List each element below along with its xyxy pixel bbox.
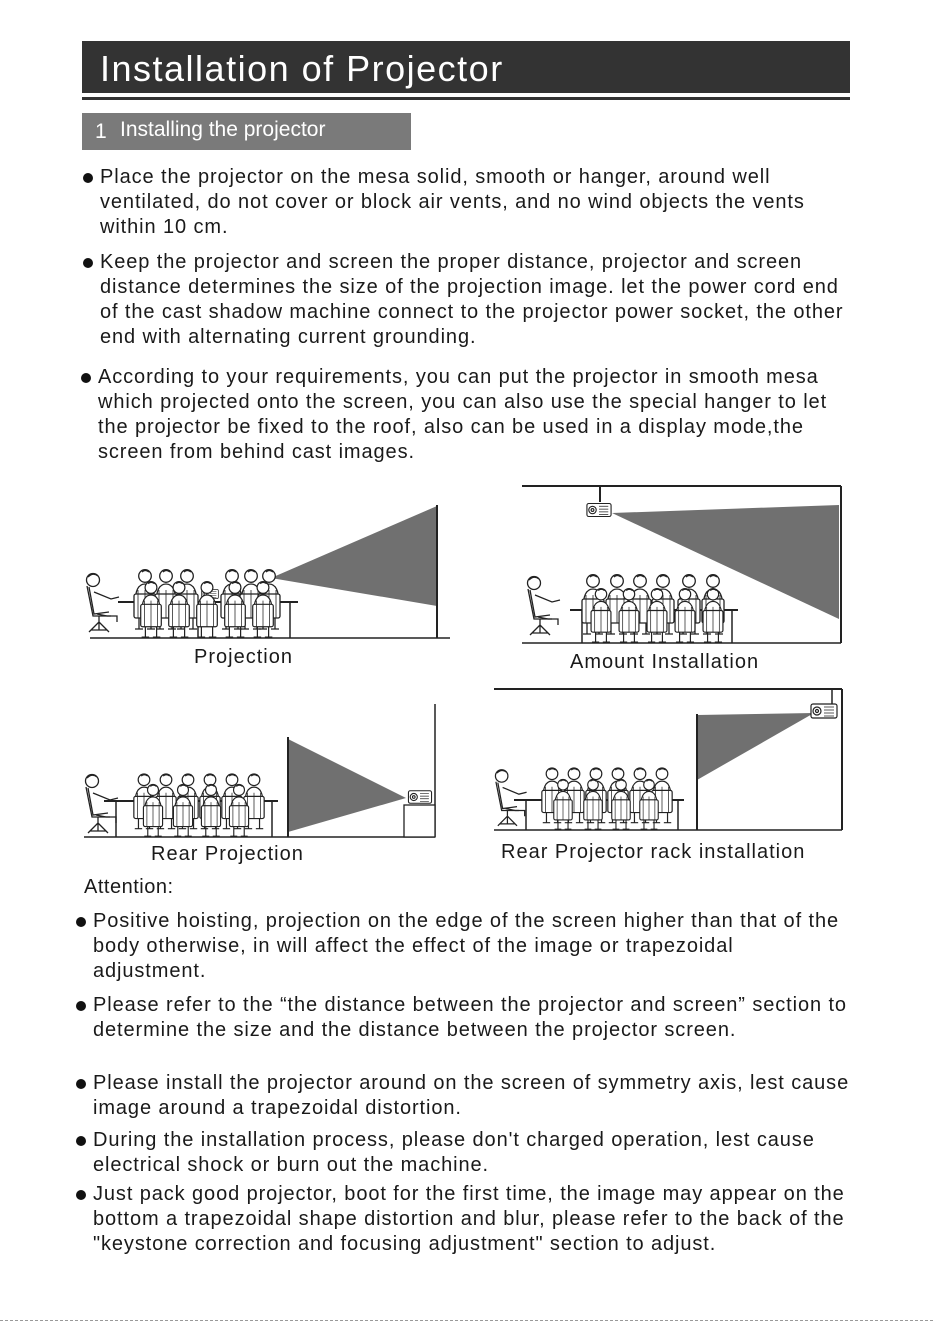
attention-item-text: Please install the projector around on the screen of symmetry axis, lest cause image around a trapezoidal distortion. <box>93 1072 850 1119</box>
bullet-icon <box>76 1001 86 1011</box>
title-divider <box>82 97 850 100</box>
figure-caption-rear-rack-installation: Rear Projector rack installation <box>501 841 806 863</box>
figure-caption-projection: Projection <box>194 646 293 668</box>
rear-projection-table-icon <box>82 703 438 839</box>
attention-item-distance <box>93 993 853 1043</box>
attention-item-electrical <box>93 1128 853 1178</box>
bullet-icon <box>81 373 91 383</box>
attention-heading: Attention: <box>84 876 174 898</box>
page-bottom-divider <box>0 1320 933 1321</box>
intro-paragraph-modes <box>98 365 858 465</box>
bullet-icon <box>83 173 93 183</box>
attention-item-text: Positive hoisting, projection on the edge of the screen higher than that of the body otherwise, in will affect the effect of the image or trapezoidal adjustment. <box>93 910 839 982</box>
intro-paragraph-text: Place the projector on the mesa solid, smooth or hanger, around well ventilated, do not cover or block air vents, and no wind objects the vents within 10 cm. <box>100 166 805 238</box>
intro-paragraph-ventilation <box>100 165 860 240</box>
attention-item-keystone <box>93 1182 858 1257</box>
intro-paragraph-text: Keep the projector and screen the proper distance, projector and screen distance determines the size of the projection image. let the power cord end of the cast shadow machine connect to the projector power socket, the other end with alternating current grounding. <box>100 251 844 348</box>
front-projection-table-icon <box>88 500 454 645</box>
ceiling-mount-projection-icon <box>520 485 844 647</box>
bullet-icon <box>76 917 86 927</box>
section-title: Installing the projector <box>120 118 326 141</box>
intro-paragraph-distance <box>100 250 860 350</box>
attention-item-text: Please refer to the “the distance between the projector and screen” section to determine the size and the distance between the projector screen. <box>93 994 847 1041</box>
section-heading <box>82 113 411 150</box>
page-title-bar <box>82 41 850 93</box>
bullet-icon <box>83 258 93 268</box>
bullet-icon <box>76 1079 86 1089</box>
bullet-icon <box>76 1190 86 1200</box>
attention-item-text: During the installation process, please don't charged operation, lest cause electrical shock or burn out the machine. <box>93 1129 815 1176</box>
attention-item-text: Just pack good projector, boot for the first time, the image may appear on the bottom a trapezoidal shape distortion and blur, please refer to the back of the "keystone correction and focusing adjustment" section to adjust. <box>93 1183 845 1255</box>
page-title: Installation of Projector <box>100 48 504 89</box>
figure-caption-amount-installation: Amount Installation <box>570 651 760 673</box>
section-number: 1 <box>95 120 107 143</box>
figure-caption-rear-projection: Rear Projection <box>151 843 304 865</box>
rear-ceiling-projection-icon <box>492 688 845 834</box>
attention-item-symmetry <box>93 1071 853 1121</box>
intro-paragraph-text: According to your requirements, you can put the projector in smooth mesa which projected onto the screen, you can also use the special hanger to let the projector be fixed to the roof, also can be used in a display mode,the screen from behind cast images. <box>98 366 828 463</box>
bullet-icon <box>76 1136 86 1146</box>
attention-item-hoisting <box>93 909 853 984</box>
